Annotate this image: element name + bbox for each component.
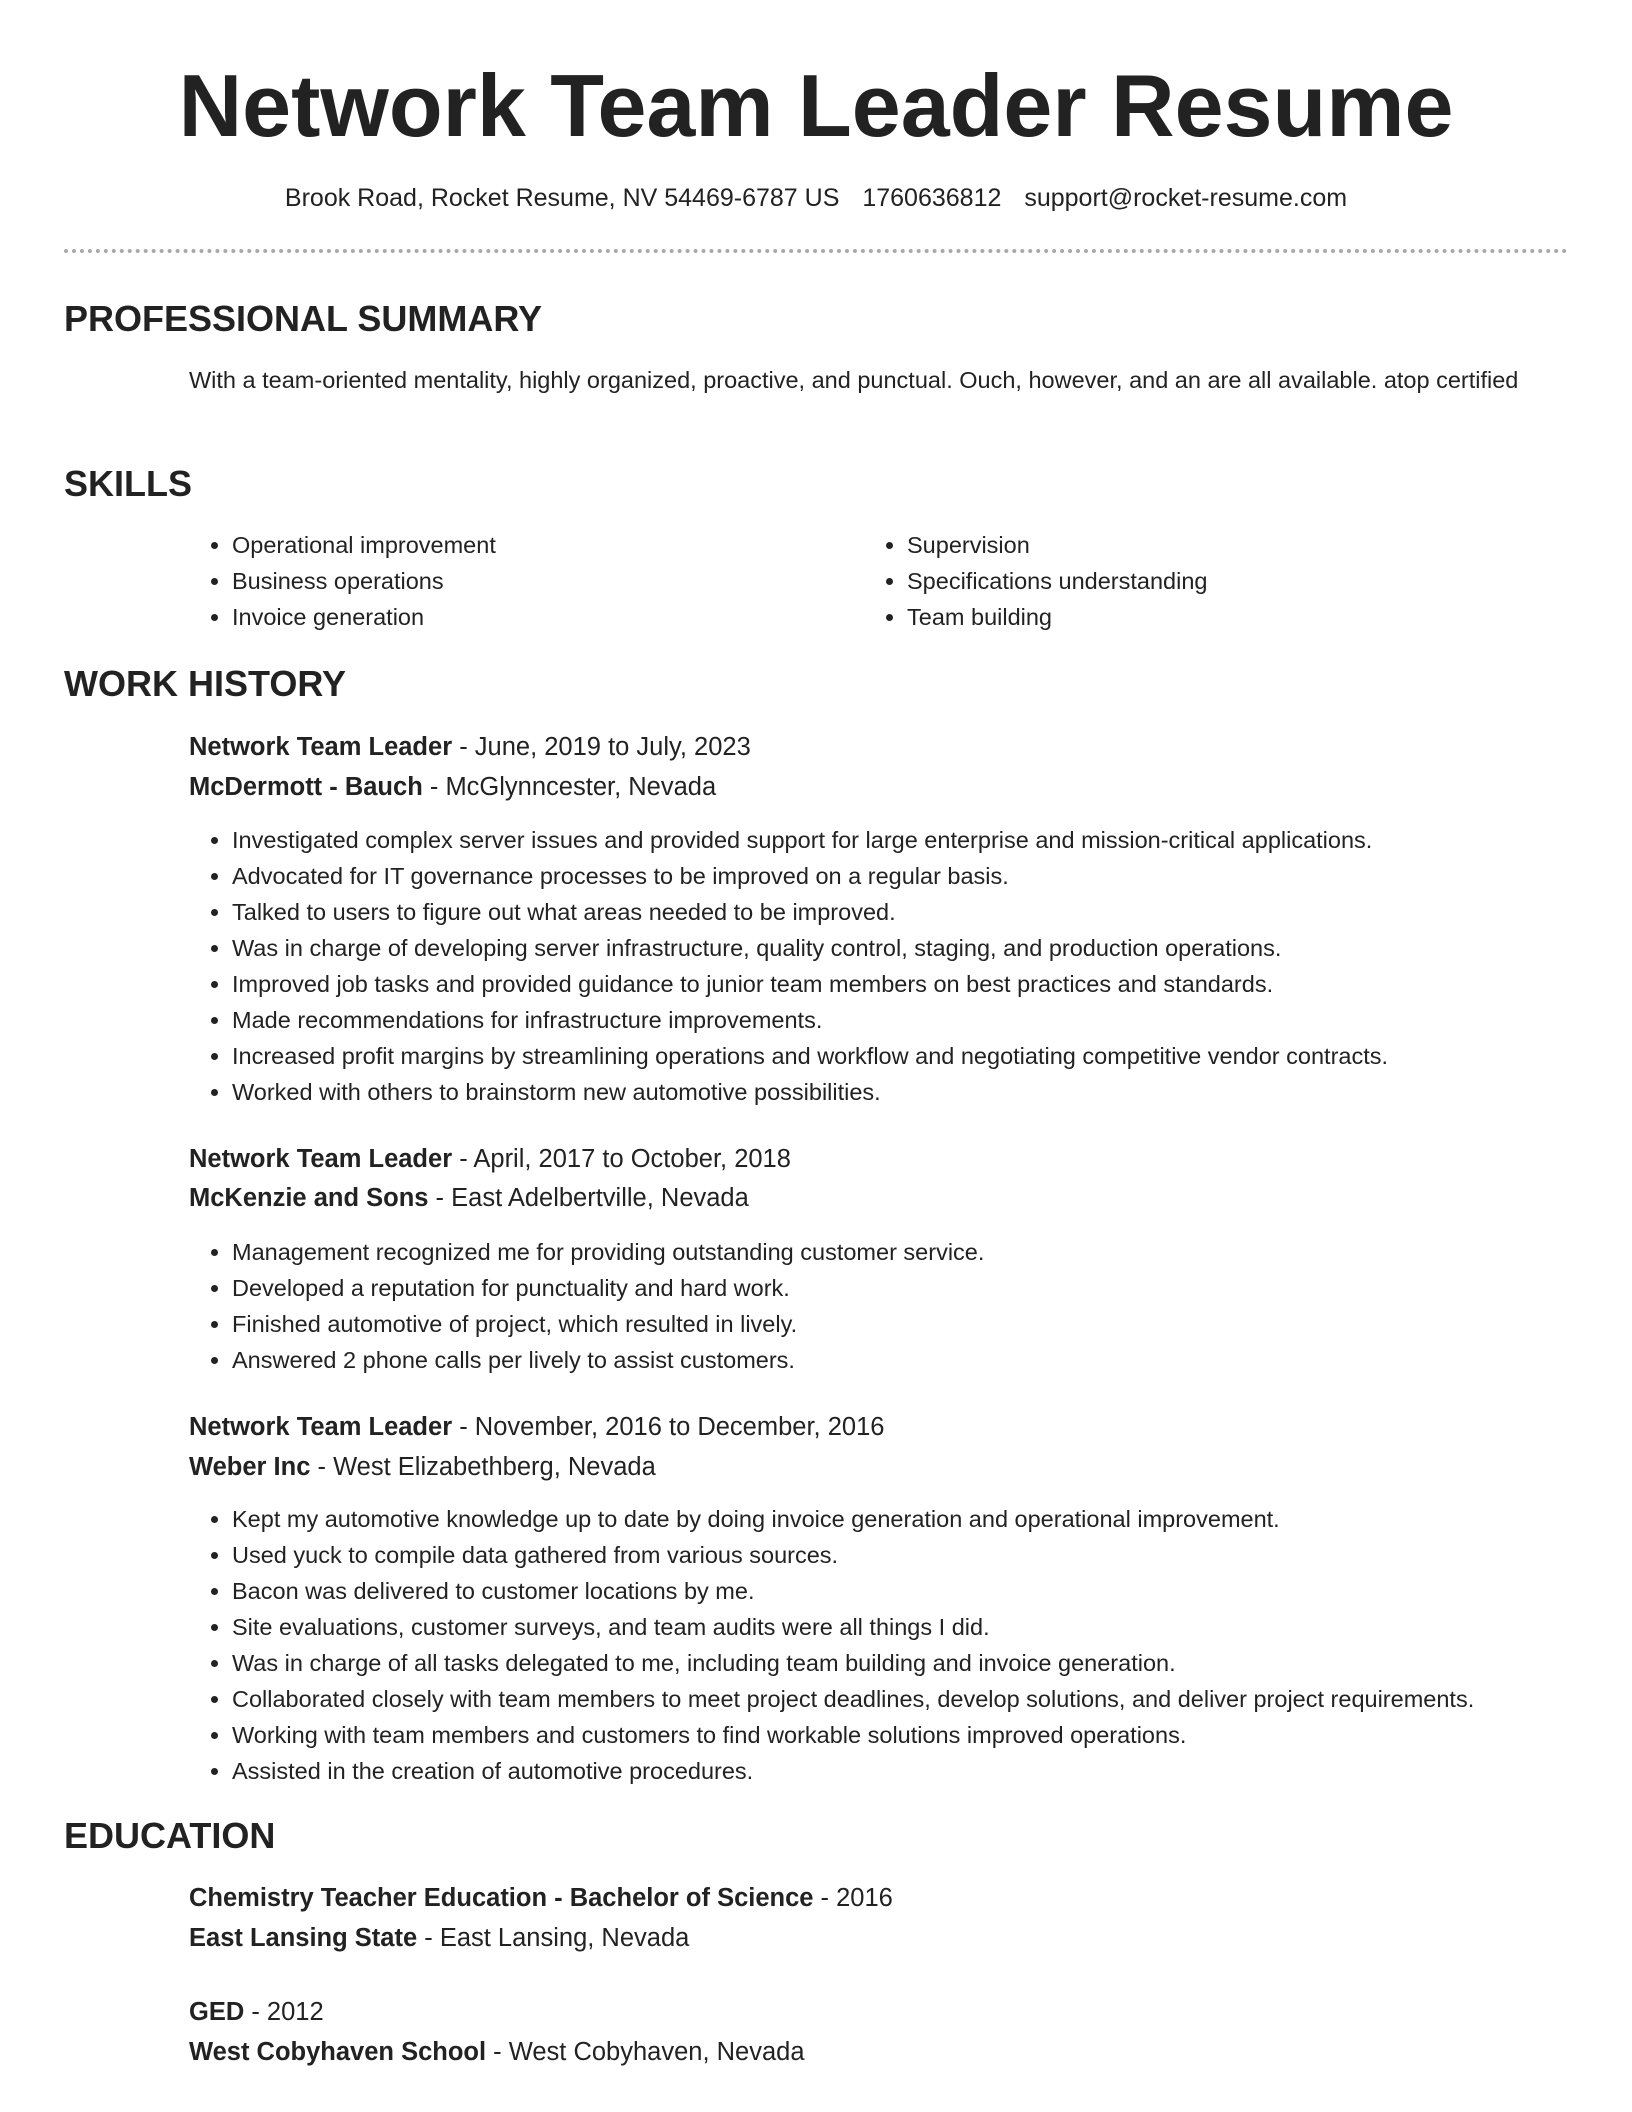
job-location: - West Elizabethberg, Nevada xyxy=(310,1453,656,1481)
education-school-line xyxy=(189,1920,689,1956)
job-bullet: • Answered 2 phone calls per lively to assist customers. xyxy=(232,1342,1632,1378)
skill-item: • Operational improvement xyxy=(232,527,832,563)
education-school: East Lansing State xyxy=(189,1924,418,1952)
job-bullet: • Kept my automotive knowledge up to date by doing invoice generation and operational improvement. xyxy=(232,1501,1632,1537)
education-location: - West Cobyhaven, Nevada xyxy=(486,2038,805,2066)
job-bullet: • Management recognized me for providing outstanding customer service. xyxy=(232,1234,1632,1270)
education-year: - 2016 xyxy=(813,1884,893,1912)
job-title-line xyxy=(189,1409,884,1445)
contact-line xyxy=(0,181,1632,215)
skill-item: • Team building xyxy=(907,599,1507,635)
education-degree: GED xyxy=(189,1998,245,2026)
education-year: - 2012 xyxy=(244,1998,324,2026)
job-bullet: • Talked to users to figure out what areas needed to be improved. xyxy=(232,894,1632,930)
skills-heading: SKILLS xyxy=(64,463,193,504)
education-heading: EDUCATION xyxy=(64,1815,276,1856)
job-bullets xyxy=(188,822,1632,1110)
skills-list-right xyxy=(863,527,1507,635)
job-bullets xyxy=(188,1234,1632,1378)
skill-item: • Business operations xyxy=(232,563,832,599)
job-title-line xyxy=(189,729,751,765)
education-school: West Cobyhaven School xyxy=(189,2038,487,2066)
job-bullet: • Investigated complex server issues and provided support for large enterprise and mission-critical applications. xyxy=(232,822,1632,858)
skill-item: • Specifications understanding xyxy=(907,563,1507,599)
job-bullet: • Advocated for IT governance processes to be improved on a regular basis. xyxy=(232,858,1632,894)
job-bullet: • Worked with others to brainstorm new automotive possibilities. xyxy=(232,1074,1632,1110)
contact-email[interactable]: support@rocket-resume.com xyxy=(1024,184,1348,212)
work-history-heading: WORK HISTORY xyxy=(64,663,347,704)
job-dates: - June, 2019 to July, 2023 xyxy=(452,733,751,761)
education-degree-line xyxy=(189,1994,324,2030)
job-bullet: • Working with team members and customers to find workable solutions improved operations. xyxy=(232,1717,1632,1753)
job-company: McDermott - Bauch xyxy=(189,773,423,801)
job-company-line xyxy=(189,769,716,805)
job-bullet: • Assisted in the creation of automotive procedures. xyxy=(232,1753,1632,1789)
job-bullet: • Developed a reputation for punctuality and hard work. xyxy=(232,1270,1632,1306)
education-location: - East Lansing, Nevada xyxy=(417,1924,690,1952)
job-position: Network Team Leader xyxy=(189,1413,453,1441)
education-degree-line xyxy=(189,1880,893,1916)
job-position: Network Team Leader xyxy=(189,733,453,761)
job-dates: - November, 2016 to December, 2016 xyxy=(452,1413,885,1441)
job-bullet: • Finished automotive of project, which resulted in lively. xyxy=(232,1306,1632,1342)
job-bullet: • Increased profit margins by streamlining operations and workflow and negotiating competitive vendor contracts. xyxy=(232,1038,1632,1074)
skill-item: • Invoice generation xyxy=(232,599,832,635)
job-location: - East Adelbertville, Nevada xyxy=(428,1184,749,1212)
summary-heading: PROFESSIONAL SUMMARY xyxy=(64,298,543,339)
education-school-line xyxy=(189,2034,805,2070)
job-dates: - April, 2017 to October, 2018 xyxy=(452,1145,791,1173)
job-bullet: • Site evaluations, customer surveys, and team audits were all things I did. xyxy=(232,1609,1632,1645)
summary-text: With a team-oriented mentality, highly organized, proactive, and punctual. Ouch, however, and an are all available. atop certified xyxy=(189,367,1519,393)
job-bullet: • Was in charge of all tasks delegated to me, including team building and invoice generation. xyxy=(232,1645,1632,1681)
job-company: Weber Inc xyxy=(189,1453,311,1481)
job-bullet: • Made recommendations for infrastructure improvements. xyxy=(232,1002,1632,1038)
education-degree: Chemistry Teacher Education - Bachelor of Science xyxy=(189,1884,814,1912)
job-bullet: • Bacon was delivered to customer locations by me. xyxy=(232,1573,1632,1609)
job-bullets xyxy=(188,1501,1632,1789)
job-location: - McGlynncester, Nevada xyxy=(422,773,717,801)
skill-item: • Supervision xyxy=(907,527,1507,563)
job-bullet: • Improved job tasks and provided guidance to junior team members on best practices and standards. xyxy=(232,966,1632,1002)
header-divider xyxy=(64,249,1568,253)
job-position: Network Team Leader xyxy=(189,1145,453,1173)
job-bullet: • Used yuck to compile data gathered from various sources. xyxy=(232,1537,1632,1573)
job-company-line xyxy=(189,1449,656,1485)
job-company-line xyxy=(189,1180,749,1216)
job-bullet: • Was in charge of developing server infrastructure, quality control, staging, and production operations. xyxy=(232,930,1632,966)
skills-list-left xyxy=(188,527,832,635)
job-company: McKenzie and Sons xyxy=(189,1184,429,1212)
contact-phone: 1760636812 xyxy=(862,184,1002,212)
job-title-line xyxy=(189,1141,791,1177)
contact-address: Brook Road, Rocket Resume, NV 54469-6787 US xyxy=(284,184,840,212)
resume-title: Network Team Leader Resume xyxy=(178,56,1454,155)
job-bullet: • Collaborated closely with team members to meet project deadlines, develop solutions, and deliver project requirements. xyxy=(232,1681,1632,1717)
